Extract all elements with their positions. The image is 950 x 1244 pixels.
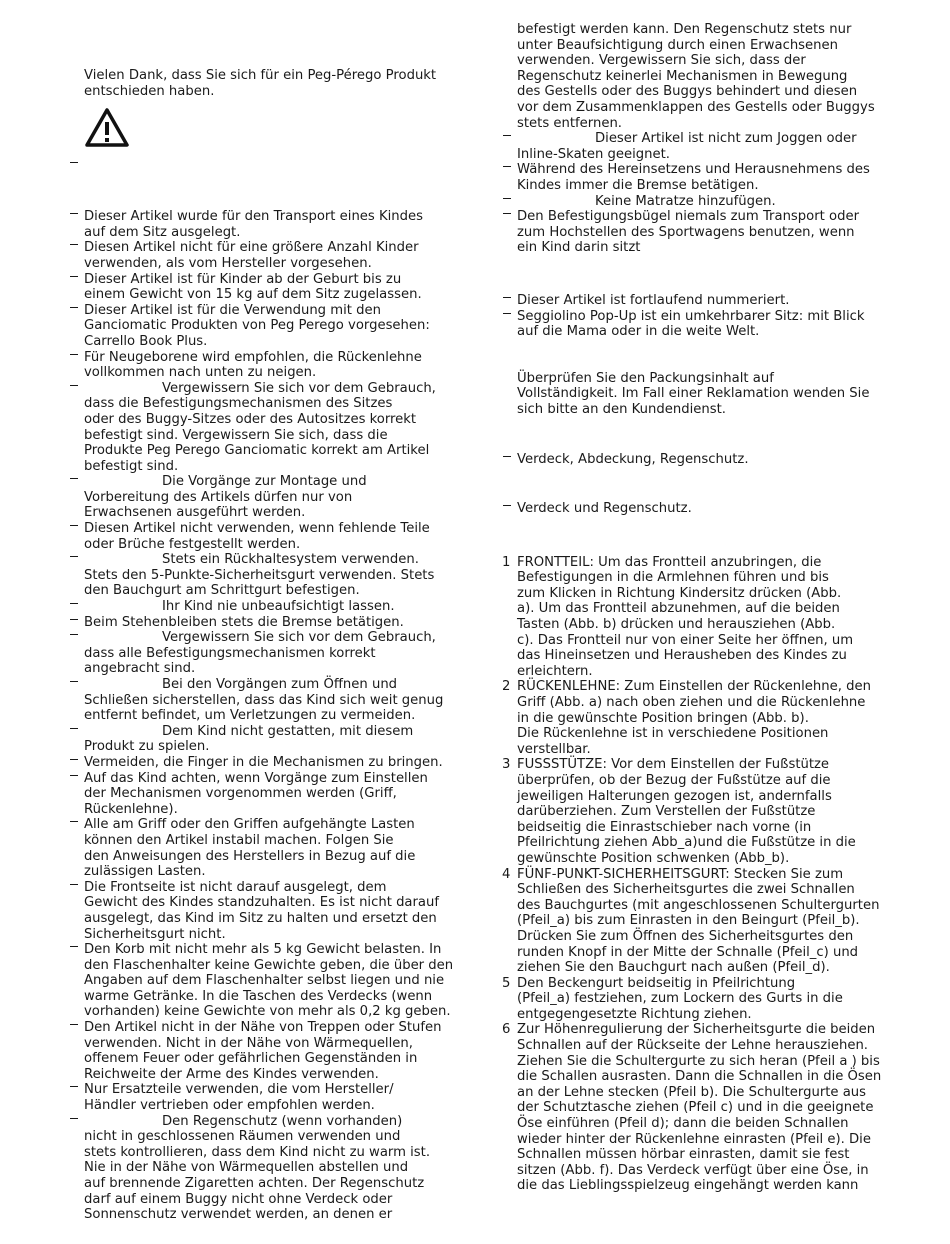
list-item: Die Vorgänge zur Montage und Vorbereitung des Artikels dürfen nur von Erwachsenen ausgeführt werden. — [84, 474, 464, 521]
list-item: Die Frontseite ist nicht darauf ausgelegt, dem Gewicht des Kindes standzuhalten. Es ist nicht darauf ausgelegt, das Kind im Sitz zu halten und ersetzt den Sicherheitsgurt nicht. — [84, 880, 464, 942]
list-item: Ihr Kind nie unbeaufsichtigt lassen. — [84, 599, 464, 615]
list-item: Diesen Artikel nicht für eine größere Anzahl Kinder verwenden, als vom Hersteller vorgesehen. — [84, 240, 464, 271]
list-item: Bei den Vorgängen zum Öffnen und Schließen sicherstellen, dass das Kind sich weit genug entfernt befindet, um Verletzungen zu vermeiden. — [84, 677, 464, 724]
list-item: Seggiolino Pop-Up ist ein umkehrbarer Sitz: mit Blick auf die Mama oder in die weite Welt. — [517, 309, 892, 340]
list-item: Auf das Kind achten, wenn Vorgänge zum Einstellen der Mechanismen vorgenommen werden (Griff, Rückenlehne). — [84, 771, 464, 818]
list-item: Dieser Artikel ist für die Verwendung mit den Ganciomatic Produkten von Peg Perego vorgesehen: Carrello Book Plus. — [84, 303, 464, 350]
accessory-item: Verdeck, Abdeckung, Regenschutz. — [517, 452, 892, 468]
list-item: Vermeiden, die Finger in die Mechanismen zu bringen. — [84, 755, 464, 771]
list-item: Den Regenschutz (wenn vorhanden) nicht in geschlossenen Räumen verwenden und stets kontrollieren, dass dem Kind nicht zu warm ist. Nie in der Nähe von Wärmequellen abstellen und auf brennende Zigaretten achten. Der Regenschutz darf auf einem Buggy nicht ohne Verdeck oder Sonnenschutz verwendet werden, an denen er — [84, 1114, 464, 1223]
list-item: Den Korb mit nicht mehr als 5 kg Gewicht belasten. In den Flaschenhalter keine Gewichte geben, die über den Angaben auf dem Flaschenhalter selbst liegen und nie warme Getränke. In die Taschen des Verdecks (wenn vorhanden) keine Gewichte von mehr als 0,2 kg geben. — [84, 942, 464, 1020]
package-check-text: Überprüfen Sie den Packungsinhalt auf Vollständigkeit. Im Fall einer Reklamation wenden Sie sich bitte an den Kundendienst. — [517, 370, 870, 417]
list-item: Beim Stehenbleiben stets die Bremse betätigen. — [84, 615, 464, 631]
list-item: Während des Hereinsetzens und Herausnehmens des Kindes immer die Bremse betätigen. — [517, 162, 892, 193]
instruction-step: 3 FUSSSTÜTZE: Vor dem Einstellen der Fußstütze überprüfen, ob der Bezug der Fußstütze auf die jeweiligen Halterungen gezogen ist, andernfalls darüberziehen. Zum Verstellen der Fußstütze beidseitig die Einrastschieber nach vorne (in Pfeilrichtung ziehen Abb_a)und die Fußstütze in die gewünschte Position schwenken (Abb_b). — [502, 757, 856, 866]
list-item: Alle am Griff oder den Griffen aufgehängte Lasten können den Artikel instabil machen. Folgen Sie den Anweisungen des Herstellers in Bezug auf die zulässigen Lasten. — [84, 817, 464, 879]
warning-triangle-icon — [84, 107, 130, 149]
list-item: Den Befestigungsbügel niemals zum Transport oder zum Hochstellen des Sportwagens benutzen, wenn ein Kind darin sitzt — [517, 209, 892, 256]
list-item: Dem Kind nicht gestatten, mit diesem Produkt zu spielen. — [84, 724, 464, 755]
list-item: Den Artikel nicht in der Nähe von Treppen oder Stufen verwenden. Nicht in der Nähe von Wärmequellen, offenem Feuer oder gefährlichen Gegenständen in Reichweite der Arme des Kindes verwenden. — [84, 1020, 464, 1082]
list-item: Dieser Artikel ist fortlaufend nummeriert. — [517, 293, 892, 309]
list-item: Dieser Artikel wurde für den Transport eines Kindes auf dem Sitz ausgelegt. — [84, 209, 464, 240]
list-item: Keine Matratze hinzufügen. — [517, 194, 892, 210]
accessory-item: Verdeck und Regenschutz. — [517, 501, 892, 517]
instruction-step: 2 RÜCKENLEHNE: Zum Einstellen der Rückenlehne, den Griff (Abb. a) nach oben ziehen und die Rückenlehne in die gewünschte Position bringen (Abb. b). Die Rückenlehne ist in verschiedene Positionen verstellbar. — [502, 679, 871, 757]
left-column — [84, 68, 464, 1223]
list-item: Vergewissern Sie sich vor dem Gebrauch, dass die Befestigungsmechanismen des Sitzes oder des Buggy-Sitzes oder des Autositzes korrekt befestigt sind. Vergewissern Sie sich, dass die Produkte Peg Perego Ganciomatic korrekt am Artikel befestigt sind. — [84, 381, 464, 475]
instruction-step: 6 Zur Höhenregulierung der Sicherheitsgurte die beiden Schnallen auf der Rückseite der Lehne herausziehen. Ziehen Sie die Schultergurte zu sich heran (Pfeil a ) bis die Schallen ausrasten. Dann die Schnallen in die Ösen an der Lehne stecken (Pfeil b). Die Schultergurte aus der Schutztasche ziehen (Pfeil c) und in die geeignete Öse einführen (Pfeil d); dann die beiden Schnallen wieder hinter der Rückenlehne einrasten (Pfeil e). Die Schnallen müssen hörbar einrasten, damit sie fest sitzen (Abb. f). Das Verdeck verfügt über eine Öse, in die das Lieblingsspielzeug eingehängt werden kann — [502, 1022, 882, 1194]
instruction-step: 1 FRONTTEIL: Um das Frontteil anzubringen, die Befestigungen in die Armlehnen führen und bis zum Klicken in Richtung Kindersitz drücken (Abb. a). Um das Frontteil abzunehmen, auf die beiden Tasten (Abb. b) drücken und herausziehen (Abb. c). Das Frontteil nur von einer Seite her öffnen, um das Hineinsetzen und Herausheben des Kindes zu erleichtern. — [502, 554, 854, 679]
warning-list — [84, 209, 464, 1223]
list-item: Dieser Artikel ist nicht zum Joggen oder Inline-Skaten geeignet. — [517, 131, 892, 162]
right-column — [502, 22, 892, 1194]
list-item: Nur Ersatzteile verwenden, die vom Hersteller/ Händler vertrieben oder empfohlen werden. — [84, 1082, 464, 1113]
list-item: Dieser Artikel ist für Kinder ab der Geburt bis zu einem Gewicht von 15 kg auf dem Sitz zugelassen. — [84, 272, 464, 303]
list-item: Diesen Artikel nicht verwenden, wenn fehlende Teile oder Brüche festgestellt werden. — [84, 521, 464, 552]
info-list — [517, 293, 892, 340]
list-item: Für Neugeborene wird empfohlen, die Rückenlehne vollkommen nach unten zu neigen. — [84, 350, 464, 381]
instruction-step: 4 FÜNF-PUNKT-SICHERHEITSGURT: Stecken Sie zum Schließen des Sicherheitsgurtes die zwei Schnallen des Bauchgurtes (mit angeschlossenen Schultergurten (Pfeil_a) bis zum Einrasten in den Beingurt (Pfeil_b). Drücken Sie zum Öffnen des Sicherheitsgurtes den runden Knopf in der Mitte der Schnalle (Pfeil_c) und ziehen Sie den Bauchgurt nach außen (Pfeil_d). — [502, 866, 880, 976]
empty-bullet — [84, 155, 464, 171]
continued-text: befestigt werden kann. Den Regenschutz stets nur unter Beaufsichtigung durch einen Erwachsenen verwenden. Vergewissern Sie sich, dass der Regenschutz keinerlei Mechanismen in Bewegung des Gestells oder des Buggys behindert und diesen vor dem Zusammenklappen des Gestells oder Buggys stets entfernen. — [517, 22, 875, 131]
intro-text: Vielen Dank, dass Sie sich für ein Peg-Pérego Produkt entschieden haben. — [84, 68, 437, 99]
instruction-step: 5 Den Beckengurt beidseitig in Pfeilrichtung (Pfeil_a) festziehen, zum Lockern des Gurts in die entgegengesetzte Richtung ziehen. — [502, 975, 843, 1022]
instruction-steps — [502, 554, 892, 1194]
warning-list-continued — [517, 131, 892, 256]
list-item: Stets ein Rückhaltesystem verwenden. Stets den 5-Punkte-Sicherheitsgurt verwenden. Stets den Bauchgurt am Schrittgurt befestigen. — [84, 552, 464, 599]
list-item: Vergewissern Sie sich vor dem Gebrauch, dass alle Befestigungsmechanismen korrekt angebracht sind. — [84, 630, 464, 677]
